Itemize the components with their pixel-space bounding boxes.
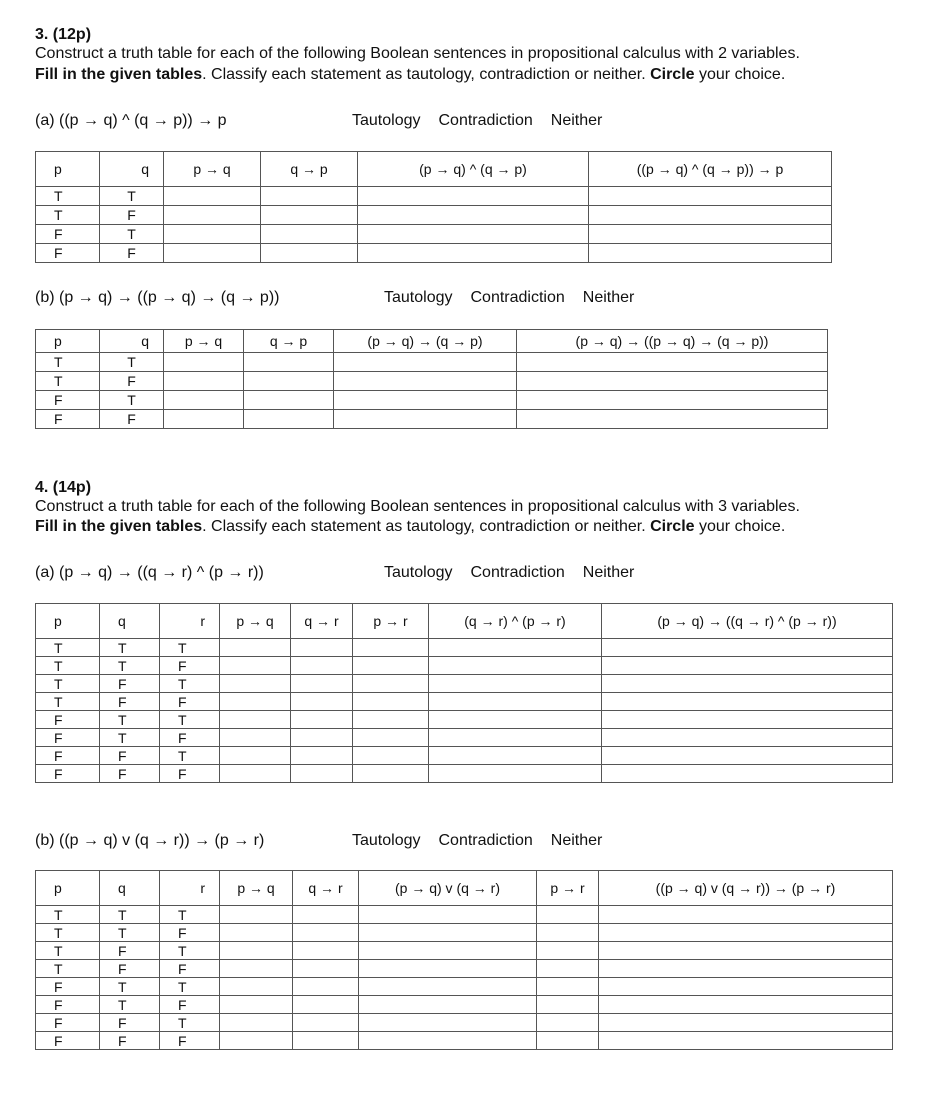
answer-cell[interactable]: [220, 693, 291, 711]
table-row: [36, 244, 832, 263]
answer-cell[interactable]: [537, 924, 599, 942]
answer-cell[interactable]: [359, 1032, 537, 1050]
table-row: [36, 353, 828, 372]
q4b-choice-contradiction[interactable]: Contradiction: [438, 832, 533, 849]
answer-cell[interactable]: [359, 1014, 537, 1032]
q3-instr-end: your choice.: [694, 66, 786, 83]
header-cell: p: [36, 330, 100, 353]
cell-r: F: [160, 1032, 220, 1050]
answer-cell[interactable]: [220, 765, 291, 783]
cell-r: F: [160, 657, 220, 675]
q3a-choices: [352, 112, 620, 130]
q4b-choice-tautology[interactable]: Tautology: [352, 832, 421, 849]
answer-cell[interactable]: [517, 353, 828, 372]
answer-cell[interactable]: [164, 187, 261, 206]
answer-cell[interactable]: [599, 1032, 893, 1050]
answer-cell[interactable]: [602, 747, 893, 765]
answer-cell[interactable]: [261, 225, 358, 244]
cell-q: T: [100, 978, 160, 996]
table-row: [36, 906, 893, 924]
q4-instr-bold1: Fill in the given tables: [35, 518, 203, 535]
answer-cell[interactable]: [334, 391, 517, 410]
answer-cell[interactable]: [220, 747, 291, 765]
cell-p: F: [36, 978, 100, 996]
q3-instr-bold2: Circle: [650, 66, 695, 83]
cell-q: T: [100, 187, 164, 206]
answer-cell[interactable]: [429, 693, 602, 711]
cell-p: F: [36, 711, 100, 729]
answer-cell[interactable]: [244, 353, 334, 372]
q4a-truth-table: [35, 603, 893, 783]
q3-instr-bold1: Fill in the given tables: [35, 66, 203, 83]
answer-cell[interactable]: [599, 978, 893, 996]
cell-r: F: [160, 765, 220, 783]
table-row: [36, 978, 893, 996]
answer-cell[interactable]: [220, 639, 291, 657]
cell-p: T: [36, 924, 100, 942]
table-row: [36, 765, 893, 783]
cell-p: T: [36, 960, 100, 978]
q3-intro: Construct a truth table for each of the following Boolean sentences in propositional calculus with 2 variables.: [35, 45, 800, 62]
header-cell: (p → q) → (q → p): [334, 330, 517, 353]
table-header-row: [36, 152, 832, 187]
answer-cell[interactable]: [244, 410, 334, 429]
cell-p: T: [36, 942, 100, 960]
cell-q: F: [100, 1032, 160, 1050]
q3b-choice-neither[interactable]: Neither: [582, 289, 635, 306]
table-row: [36, 1014, 893, 1032]
q4a-label: (a) (p → q) → ((q → r) ^ (p → r)): [35, 564, 264, 581]
cell-q: F: [100, 747, 160, 765]
answer-cell[interactable]: [220, 978, 293, 996]
answer-cell[interactable]: [220, 675, 291, 693]
cell-q: F: [100, 1014, 160, 1032]
table-row: [36, 960, 893, 978]
q3a-choice-neither[interactable]: Neither: [550, 112, 603, 129]
q4-instr-mid: . Classify each statement as tautology, contradiction or neither.: [202, 518, 651, 535]
q4a-choice-neither[interactable]: Neither: [582, 564, 635, 581]
answer-cell[interactable]: [291, 675, 353, 693]
header-cell: p → q: [220, 871, 293, 906]
q3b-choice-contradiction[interactable]: Contradiction: [470, 289, 565, 306]
answer-cell[interactable]: [353, 639, 429, 657]
header-cell: p → r: [537, 871, 599, 906]
answer-cell[interactable]: [358, 206, 589, 225]
answer-cell[interactable]: [589, 225, 832, 244]
cell-q: T: [100, 729, 160, 747]
header-cell: p: [36, 604, 100, 639]
answer-cell[interactable]: [293, 906, 359, 924]
q3-instructions: [35, 65, 785, 84]
q3a-label: (a) ((p → q) ^ (q → p)) → p: [35, 112, 227, 129]
cell-p: T: [36, 693, 100, 711]
cell-q: F: [100, 765, 160, 783]
q4b-truth-table: [35, 870, 893, 1050]
answer-cell[interactable]: [537, 1014, 599, 1032]
cell-q: T: [100, 391, 164, 410]
answer-cell[interactable]: [429, 747, 602, 765]
answer-cell[interactable]: [291, 657, 353, 675]
cell-p: T: [36, 353, 100, 372]
cell-r: T: [160, 942, 220, 960]
cell-q: T: [100, 924, 160, 942]
answer-cell[interactable]: [220, 711, 291, 729]
answer-cell[interactable]: [220, 1032, 293, 1050]
cell-r: T: [160, 906, 220, 924]
answer-cell[interactable]: [353, 675, 429, 693]
answer-cell[interactable]: [599, 1014, 893, 1032]
header-cell: p: [36, 871, 100, 906]
answer-cell[interactable]: [599, 906, 893, 924]
cell-p: F: [36, 1014, 100, 1032]
cell-q: F: [100, 410, 164, 429]
answer-cell[interactable]: [602, 711, 893, 729]
header-cell: q: [100, 871, 160, 906]
cell-q: F: [100, 960, 160, 978]
cell-q: F: [100, 693, 160, 711]
answer-cell[interactable]: [358, 225, 589, 244]
header-cell: q: [100, 152, 164, 187]
q4-title: 4. (14p): [35, 479, 92, 496]
header-cell: q → p: [244, 330, 334, 353]
answer-cell[interactable]: [517, 391, 828, 410]
header-cell: p → q: [220, 604, 291, 639]
cell-q: F: [100, 372, 164, 391]
cell-r: T: [160, 639, 220, 657]
answer-cell[interactable]: [537, 996, 599, 1014]
table-row: [36, 996, 893, 1014]
answer-cell[interactable]: [537, 960, 599, 978]
cell-r: T: [160, 1014, 220, 1032]
table-row: [36, 1032, 893, 1050]
answer-cell[interactable]: [537, 942, 599, 960]
q4b-choices: [352, 832, 620, 850]
cell-q: F: [100, 942, 160, 960]
cell-p: F: [36, 765, 100, 783]
table-row: [36, 372, 828, 391]
answer-cell[interactable]: [220, 924, 293, 942]
answer-cell[interactable]: [293, 960, 359, 978]
cell-r: F: [160, 693, 220, 711]
answer-cell[interactable]: [537, 1032, 599, 1050]
answer-cell[interactable]: [220, 906, 293, 924]
header-cell: p: [36, 152, 100, 187]
q4b-choice-neither[interactable]: Neither: [550, 832, 603, 849]
answer-cell[interactable]: [220, 729, 291, 747]
q4b-label: (b) ((p → q) v (q → r)) → (p → r): [35, 832, 265, 849]
answer-cell[interactable]: [602, 639, 893, 657]
table-row: [36, 187, 832, 206]
answer-cell[interactable]: [353, 711, 429, 729]
header-cell: q: [100, 330, 164, 353]
answer-cell[interactable]: [602, 693, 893, 711]
header-cell: ((p → q) ^ (q → p)) → p: [589, 152, 832, 187]
cell-q: F: [100, 206, 164, 225]
cell-p: F: [36, 391, 100, 410]
cell-p: T: [36, 657, 100, 675]
header-cell: r: [160, 871, 220, 906]
answer-cell[interactable]: [429, 639, 602, 657]
answer-cell[interactable]: [599, 924, 893, 942]
answer-cell[interactable]: [164, 353, 244, 372]
answer-cell[interactable]: [291, 747, 353, 765]
answer-cell[interactable]: [429, 729, 602, 747]
answer-cell[interactable]: [220, 960, 293, 978]
cell-p: T: [36, 187, 100, 206]
answer-cell[interactable]: [291, 639, 353, 657]
answer-cell[interactable]: [359, 996, 537, 1014]
header-cell: (q → r) ^ (p → r): [429, 604, 602, 639]
cell-q: T: [100, 225, 164, 244]
answer-cell[interactable]: [517, 410, 828, 429]
answer-cell[interactable]: [359, 960, 537, 978]
answer-cell[interactable]: [429, 711, 602, 729]
answer-cell[interactable]: [261, 206, 358, 225]
cell-p: T: [36, 639, 100, 657]
q4a-choices: [384, 564, 652, 582]
header-cell: (p → q) → ((p → q) → (q → p)): [517, 330, 828, 353]
cell-p: F: [36, 225, 100, 244]
header-cell: q → r: [293, 871, 359, 906]
answer-cell[interactable]: [602, 765, 893, 783]
table-row: [36, 410, 828, 429]
q4a-choice-contradiction[interactable]: Contradiction: [470, 564, 565, 581]
table-row: [36, 747, 893, 765]
table-header-row: [36, 871, 893, 906]
q4-instructions: [35, 517, 785, 536]
answer-cell[interactable]: [334, 372, 517, 391]
cell-p: F: [36, 410, 100, 429]
answer-cell[interactable]: [589, 187, 832, 206]
answer-cell[interactable]: [589, 206, 832, 225]
answer-cell[interactable]: [293, 1032, 359, 1050]
answer-cell[interactable]: [359, 942, 537, 960]
cell-q: T: [100, 711, 160, 729]
cell-r: F: [160, 729, 220, 747]
answer-cell[interactable]: [164, 244, 261, 263]
q3-title: 3. (12p): [35, 26, 92, 43]
answer-cell[interactable]: [293, 924, 359, 942]
header-cell: ((p → q) v (q → r)) → (p → r): [599, 871, 893, 906]
header-cell: (p → q) v (q → r): [359, 871, 537, 906]
q3a-choice-tautology[interactable]: Tautology: [352, 112, 421, 129]
cell-q: T: [100, 353, 164, 372]
header-cell: r: [160, 604, 220, 639]
q3b-choices: [384, 289, 652, 307]
cell-p: F: [36, 1032, 100, 1050]
answer-cell[interactable]: [602, 657, 893, 675]
answer-cell[interactable]: [589, 244, 832, 263]
answer-cell[interactable]: [537, 978, 599, 996]
cell-r: T: [160, 675, 220, 693]
cell-p: T: [36, 906, 100, 924]
answer-cell[interactable]: [599, 960, 893, 978]
table-header-row: [36, 330, 828, 353]
answer-cell[interactable]: [293, 942, 359, 960]
answer-cell[interactable]: [220, 657, 291, 675]
answer-cell[interactable]: [164, 410, 244, 429]
q3a-truth-table: [35, 151, 832, 263]
answer-cell[interactable]: [291, 765, 353, 783]
table-header-row: [36, 604, 893, 639]
q3b-choice-tautology[interactable]: Tautology: [384, 289, 453, 306]
header-cell: p → q: [164, 330, 244, 353]
cell-q: T: [100, 657, 160, 675]
answer-cell[interactable]: [293, 996, 359, 1014]
answer-cell[interactable]: [164, 372, 244, 391]
cell-p: F: [36, 996, 100, 1014]
cell-q: T: [100, 996, 160, 1014]
answer-cell[interactable]: [602, 729, 893, 747]
table-row: [36, 639, 893, 657]
q4-instr-bold2: Circle: [650, 518, 695, 535]
cell-r: F: [160, 960, 220, 978]
cell-q: F: [100, 244, 164, 263]
table-row: [36, 693, 893, 711]
table-row: [36, 391, 828, 410]
header-cell: p → q: [164, 152, 261, 187]
answer-cell[interactable]: [164, 206, 261, 225]
answer-cell[interactable]: [537, 906, 599, 924]
cell-p: F: [36, 244, 100, 263]
header-cell: q: [100, 604, 160, 639]
answer-cell[interactable]: [353, 765, 429, 783]
table-row: [36, 675, 893, 693]
q4a-choice-tautology[interactable]: Tautology: [384, 564, 453, 581]
cell-q: F: [100, 675, 160, 693]
cell-r: F: [160, 924, 220, 942]
cell-r: T: [160, 978, 220, 996]
answer-cell[interactable]: [353, 729, 429, 747]
answer-cell[interactable]: [261, 187, 358, 206]
answer-cell[interactable]: [293, 1014, 359, 1032]
answer-cell[interactable]: [599, 942, 893, 960]
table-row: [36, 711, 893, 729]
table-row: [36, 729, 893, 747]
cell-p: T: [36, 675, 100, 693]
answer-cell[interactable]: [602, 675, 893, 693]
answer-cell[interactable]: [429, 675, 602, 693]
cell-q: T: [100, 906, 160, 924]
answer-cell[interactable]: [359, 924, 537, 942]
q4-instr-end: your choice.: [694, 518, 786, 535]
cell-r: F: [160, 996, 220, 1014]
answer-cell[interactable]: [164, 391, 244, 410]
cell-q: T: [100, 639, 160, 657]
answer-cell[interactable]: [291, 693, 353, 711]
answer-cell[interactable]: [291, 711, 353, 729]
answer-cell[interactable]: [358, 187, 589, 206]
cell-p: F: [36, 729, 100, 747]
answer-cell[interactable]: [358, 244, 589, 263]
answer-cell[interactable]: [220, 1014, 293, 1032]
answer-cell[interactable]: [293, 978, 359, 996]
table-row: [36, 924, 893, 942]
answer-cell[interactable]: [429, 657, 602, 675]
answer-cell[interactable]: [291, 729, 353, 747]
answer-cell[interactable]: [220, 996, 293, 1014]
header-cell: (p → q) → ((q → r) ^ (p → r)): [602, 604, 893, 639]
table-row: [36, 206, 832, 225]
header-cell: q → p: [261, 152, 358, 187]
q3-instr-mid: . Classify each statement as tautology, contradiction or neither.: [202, 66, 651, 83]
answer-cell[interactable]: [429, 765, 602, 783]
header-cell: (p → q) ^ (q → p): [358, 152, 589, 187]
answer-cell[interactable]: [353, 747, 429, 765]
table-row: [36, 225, 832, 244]
q3a-choice-contradiction[interactable]: Contradiction: [438, 112, 533, 129]
answer-cell[interactable]: [517, 372, 828, 391]
answer-cell[interactable]: [599, 996, 893, 1014]
answer-cell[interactable]: [164, 225, 261, 244]
cell-r: T: [160, 711, 220, 729]
table-row: [36, 657, 893, 675]
answer-cell[interactable]: [220, 942, 293, 960]
answer-cell[interactable]: [244, 391, 334, 410]
cell-p: T: [36, 372, 100, 391]
answer-cell[interactable]: [334, 353, 517, 372]
answer-cell[interactable]: [359, 906, 537, 924]
answer-cell[interactable]: [353, 657, 429, 675]
q3b-label: (b) (p → q) → ((p → q) → (q → p)): [35, 289, 280, 306]
answer-cell[interactable]: [261, 244, 358, 263]
cell-p: F: [36, 747, 100, 765]
q4-intro: Construct a truth table for each of the following Boolean sentences in propositional calculus with 3 variables.: [35, 498, 800, 515]
cell-p: T: [36, 206, 100, 225]
cell-r: T: [160, 747, 220, 765]
header-cell: q → r: [291, 604, 353, 639]
answer-cell[interactable]: [334, 410, 517, 429]
answer-cell[interactable]: [359, 978, 537, 996]
q3b-truth-table: [35, 329, 828, 429]
answer-cell[interactable]: [353, 693, 429, 711]
answer-cell[interactable]: [244, 372, 334, 391]
table-row: [36, 942, 893, 960]
header-cell: p → r: [353, 604, 429, 639]
